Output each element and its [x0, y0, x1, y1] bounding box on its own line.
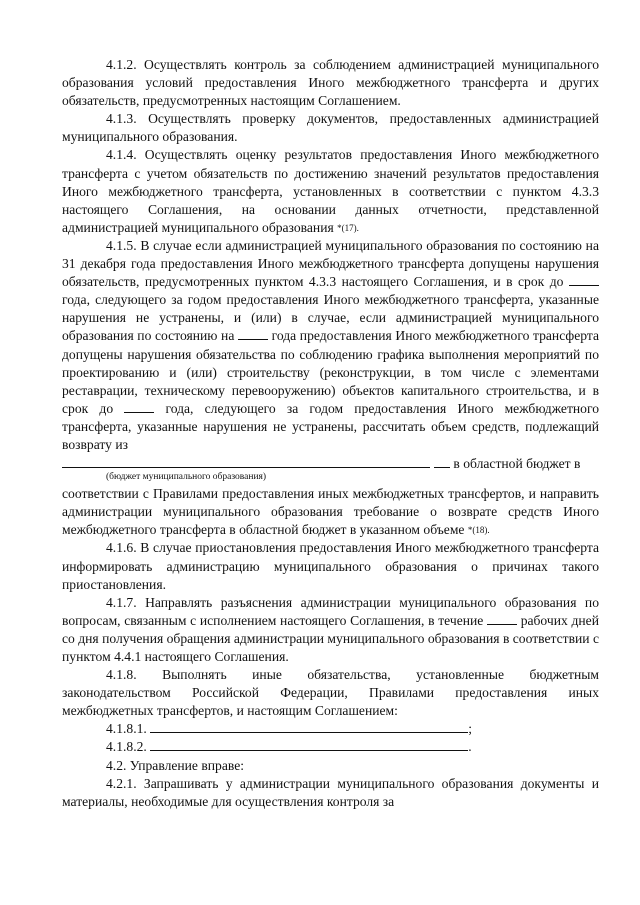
- clause-4-1-5-part-d: года, следующего за годом предоставления Иного межбюджетного трансферта, указанные нарушения не устранены, рассчитать объем средств, подлежащий возврату из: [62, 400, 600, 452]
- clause-4-1-4: [62, 146, 599, 236]
- footnote-ref-18: *(18).: [467, 525, 490, 536]
- clause-4-1-8: 4.1.8. Выполнять иные обязательства, установленные бюджетным законодательством Российской Федерации, Правилами предоставления иных межбюджетных трансфертов, и настоящим Соглашением:: [62, 667, 599, 719]
- clause-4-1-8-1: [62, 720, 599, 738]
- blank-field: [434, 454, 450, 468]
- clause-4-1-5-part-c: года предоставления Иного межбюджетного трансферта допущены нарушения обязательства по соблюдению графика выполнения мероприятий по проектированию и (или) строительству (реконструкции, в том числе с элементами реставрации, техническому перевооружению) объектов капитального строительства, и в срок до: [62, 328, 599, 416]
- blank-field: [238, 327, 268, 340]
- clause-4-1-2: 4.1.2. Осуществлять контроль за соблюдением администрацией муниципального образования условий предоставления Иного межбюджетного трансферта и других обязательств, предусмотренных настоящим Соглашением.: [62, 57, 599, 109]
- clause-4-1-7-part-a: 4.1.7. Направлять разъяснения администрации муниципального образования по вопросам, связанным с исполнением настоящего Соглашения, в течение: [62, 594, 599, 628]
- clause-4-1-8-2-number: 4.1.8.2.: [106, 739, 147, 755]
- document-page: [62, 56, 599, 811]
- blank-field: [150, 720, 468, 733]
- clause-4-2-1: 4.2.1. Запрашивать у администрации муниципального образования документы и материалы, необходимые для осуществления контроля за: [62, 775, 599, 809]
- blank-caption: (бюджет муниципального образования): [106, 472, 267, 483]
- clause-4-1-8-2: [62, 738, 599, 756]
- clause-4-1-5: [62, 237, 599, 454]
- clause-4-1-6: 4.1.6. В случае приостановления предоставления Иного межбюджетного трансферта информировать администрацию муниципального образования о причинах такого приостановления.: [62, 540, 599, 592]
- clause-4-1-7-part-b: рабочих дней со дня получения обращения администрации муниципального образования в соответствии с пунктом 4.4.1 настоящего Соглашения.: [62, 612, 600, 664]
- clause-4-1-5-part-f: соответствии с Правилами предоставления иных межбюджетных трансфертов, и направить администрации муниципального образования требование о возврате средств Иного межбюджетного трансферта в областной бюджет в указанном объеме: [62, 486, 599, 538]
- clause-4-1-4-text: 4.1.4. Осуществлять оценку результатов предоставления Иного межбюджетного трансферта с учетом обязательств по достижению значений результатов предоставления Иного межбюджетного трансферта, установленных в соответствии с пунктом 4.3.3 настоящего Соглашения, на основании данных отчетности, представленной администрацией муниципального образования: [62, 147, 599, 235]
- blank-field: [569, 273, 599, 286]
- footnote-ref-17: *(17).: [337, 222, 359, 233]
- clause-4-1-5-part-a: 4.1.5. В случае если администрацией муниципального образования по состоянию на 31 декабря года предоставления Иного межбюджетного трансферта допущены нарушения обязательств, предусмотренных пунктом 4.3.3 настоящего Соглашения, и в срок до: [62, 237, 599, 290]
- clause-4-1-8-1-number: 4.1.8.1.: [106, 721, 147, 737]
- clause-end-period: .: [468, 739, 472, 755]
- clause-4-2: 4.2. Управление вправе:: [106, 757, 245, 773]
- clause-4-1-3: 4.1.3. Осуществлять проверку документов, предоставленных администрацией муниципального образования.: [62, 111, 599, 145]
- blank-field: [150, 738, 468, 751]
- blank-field: [124, 400, 154, 413]
- clause-4-1-5-part-b: года, следующего за годом предоставления Иного межбюджетного трансферта, указанные нарушения не устранены, и (или) в случае, если администрацией муниципального образования по состоянию на: [62, 292, 599, 344]
- blank-field: [487, 612, 517, 625]
- clause-4-1-5-continued: [62, 485, 599, 539]
- blank-field-budget: [62, 454, 430, 468]
- clause-end-semicolon: ;: [468, 721, 472, 737]
- clause-4-1-5-part-e: в областной бюджет в: [453, 456, 581, 472]
- clause-4-1-7: [62, 594, 599, 666]
